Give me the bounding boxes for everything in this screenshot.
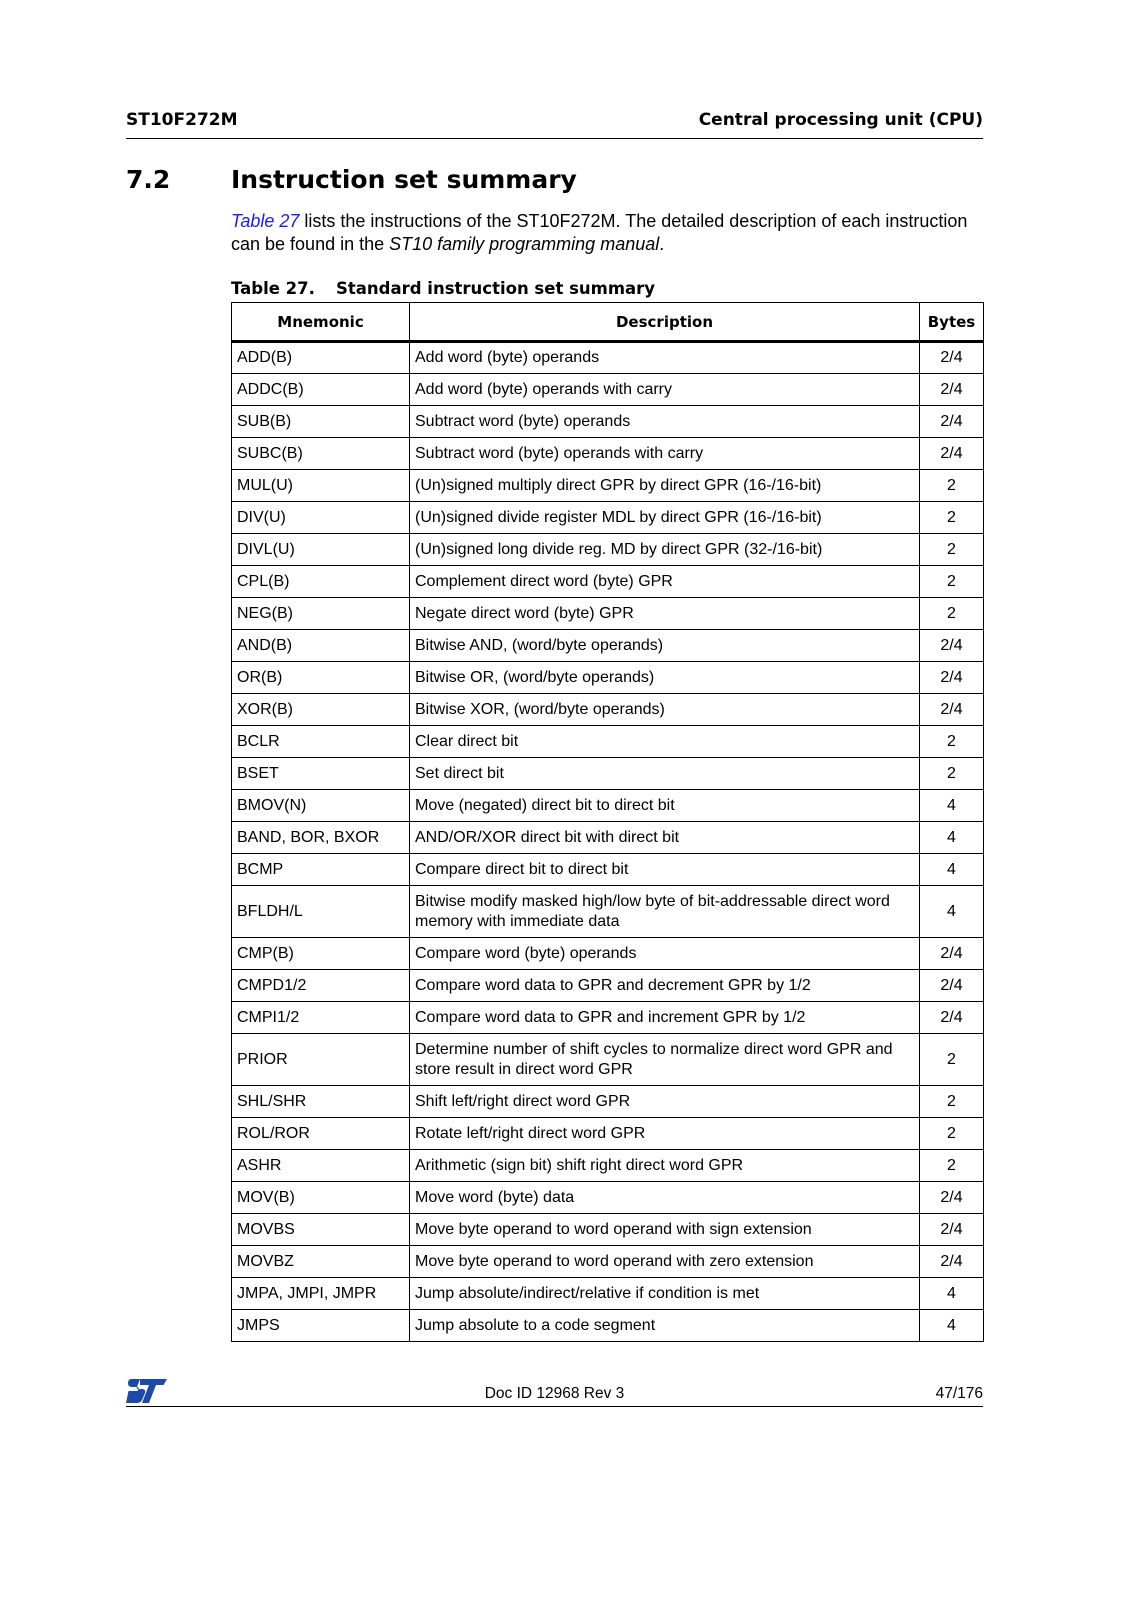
cell-bytes: 4 [920, 1310, 984, 1342]
table-row [232, 1150, 984, 1182]
cell-mnemonic: SUB(B) [232, 406, 410, 438]
cell-description: Add word (byte) operands [410, 342, 920, 374]
cell-bytes: 2 [920, 1086, 984, 1118]
table-row [232, 938, 984, 970]
table-row [232, 1118, 984, 1150]
cell-description: Jump absolute to a code segment [410, 1310, 920, 1342]
table-row [232, 406, 984, 438]
cell-mnemonic: MOVBS [232, 1214, 410, 1246]
table-row [232, 694, 984, 726]
table-caption [231, 279, 655, 298]
cell-bytes: 2/4 [920, 342, 984, 374]
cell-mnemonic: OR(B) [232, 662, 410, 694]
page-header [126, 110, 983, 139]
cell-bytes: 4 [920, 822, 984, 854]
cell-bytes: 4 [920, 854, 984, 886]
cell-description: Compare word data to GPR and decrement GPR by 1/2 [410, 970, 920, 1002]
column-header-bytes: Bytes [920, 303, 984, 342]
cell-description: Complement direct word (byte) GPR [410, 566, 920, 598]
cell-mnemonic: AND(B) [232, 630, 410, 662]
table-row [232, 502, 984, 534]
cell-bytes: 2/4 [920, 438, 984, 470]
column-header-mnemonic: Mnemonic [232, 303, 410, 342]
cell-description: Move byte operand to word operand with zero extension [410, 1246, 920, 1278]
table-row [232, 854, 984, 886]
section-number: 7.2 [126, 165, 171, 194]
cell-mnemonic: BMOV(N) [232, 790, 410, 822]
cell-mnemonic: JMPS [232, 1310, 410, 1342]
page-footer [126, 1372, 983, 1407]
cell-description: Negate direct word (byte) GPR [410, 598, 920, 630]
cell-description: Set direct bit [410, 758, 920, 790]
cell-bytes: 2/4 [920, 1214, 984, 1246]
cell-bytes: 2/4 [920, 1002, 984, 1034]
cell-bytes: 2/4 [920, 970, 984, 1002]
table-row [232, 534, 984, 566]
cell-mnemonic: CMPI1/2 [232, 1002, 410, 1034]
footer-page-number: 47/176 [935, 1385, 983, 1402]
cell-mnemonic: SHL/SHR [232, 1086, 410, 1118]
cell-mnemonic: ROL/ROR [232, 1118, 410, 1150]
section-title: Instruction set summary [231, 165, 577, 194]
cell-description: Jump absolute/indirect/relative if condition is met [410, 1278, 920, 1310]
table-row [232, 1002, 984, 1034]
table-row [232, 822, 984, 854]
table-row [232, 342, 984, 374]
instruction-table [231, 302, 984, 1342]
table-row [232, 1246, 984, 1278]
cell-bytes: 2 [920, 1150, 984, 1182]
intro-text-end: . [659, 234, 665, 254]
cell-mnemonic: ADD(B) [232, 342, 410, 374]
cell-mnemonic: ADDC(B) [232, 374, 410, 406]
table-row [232, 1034, 984, 1086]
cell-bytes: 2 [920, 758, 984, 790]
cell-bytes: 2 [920, 470, 984, 502]
cell-mnemonic: SUBC(B) [232, 438, 410, 470]
cell-description: Compare word data to GPR and increment GPR by 1/2 [410, 1002, 920, 1034]
table-row [232, 438, 984, 470]
cell-bytes: 2/4 [920, 374, 984, 406]
cell-mnemonic: BFLDH/L [232, 886, 410, 938]
cell-mnemonic: CMPD1/2 [232, 970, 410, 1002]
table-row [232, 1310, 984, 1342]
cell-bytes: 2/4 [920, 406, 984, 438]
cell-mnemonic: CPL(B) [232, 566, 410, 598]
cell-bytes: 2/4 [920, 938, 984, 970]
cell-mnemonic: ASHR [232, 1150, 410, 1182]
table-caption-label: Table 27. [231, 279, 315, 298]
cell-bytes: 2 [920, 598, 984, 630]
cell-mnemonic: MUL(U) [232, 470, 410, 502]
cell-description: Move (negated) direct bit to direct bit [410, 790, 920, 822]
cell-description: Bitwise AND, (word/byte operands) [410, 630, 920, 662]
table-row [232, 790, 984, 822]
cell-mnemonic: XOR(B) [232, 694, 410, 726]
table-row [232, 1214, 984, 1246]
table-row [232, 470, 984, 502]
cell-mnemonic: JMPA, JMPI, JMPR [232, 1278, 410, 1310]
table-row [232, 758, 984, 790]
footer-doc-id: Doc ID 12968 Rev 3 [484, 1385, 625, 1402]
cell-mnemonic: MOVBZ [232, 1246, 410, 1278]
cell-bytes: 2 [920, 726, 984, 758]
cell-mnemonic: BCLR [232, 726, 410, 758]
header-product: ST10F272M [126, 110, 238, 130]
table-body [232, 342, 984, 1342]
cell-description: Add word (byte) operands with carry [410, 374, 920, 406]
intro-paragraph [231, 210, 991, 256]
cell-description: AND/OR/XOR direct bit with direct bit [410, 822, 920, 854]
cell-bytes: 2/4 [920, 694, 984, 726]
cell-bytes: 2/4 [920, 630, 984, 662]
cell-description: Shift left/right direct word GPR [410, 1086, 920, 1118]
header-chapter: Central processing unit (CPU) [698, 110, 983, 130]
cell-mnemonic: MOV(B) [232, 1182, 410, 1214]
table-row [232, 662, 984, 694]
cell-mnemonic: PRIOR [232, 1034, 410, 1086]
cell-bytes: 4 [920, 1278, 984, 1310]
cell-mnemonic: DIVL(U) [232, 534, 410, 566]
cell-mnemonic: NEG(B) [232, 598, 410, 630]
table-reference-link[interactable]: Table 27 [231, 211, 300, 231]
table-row [232, 886, 984, 938]
cell-description: Bitwise OR, (word/byte operands) [410, 662, 920, 694]
cell-description: Move word (byte) data [410, 1182, 920, 1214]
cell-mnemonic: BAND, BOR, BXOR [232, 822, 410, 854]
cell-description: (Un)signed divide register MDL by direct GPR (16-/16-bit) [410, 502, 920, 534]
cell-mnemonic: DIV(U) [232, 502, 410, 534]
table-row [232, 1278, 984, 1310]
cell-bytes: 4 [920, 790, 984, 822]
cell-bytes: 2/4 [920, 1182, 984, 1214]
table-row [232, 1182, 984, 1214]
cell-description: (Un)signed long divide reg. MD by direct GPR (32-/16-bit) [410, 534, 920, 566]
table-row [232, 566, 984, 598]
table-row [232, 726, 984, 758]
intro-text: lists the instructions of the ST10F272M. The detailed description of each instruction can be found in the [231, 211, 968, 254]
cell-bytes: 2 [920, 1034, 984, 1086]
cell-description: Bitwise modify masked high/low byte of bit-addressable direct word memory with immediate data [410, 886, 920, 938]
cell-mnemonic: BSET [232, 758, 410, 790]
cell-description: (Un)signed multiply direct GPR by direct GPR (16-/16-bit) [410, 470, 920, 502]
manual-title: ST10 family programming manual [389, 234, 660, 254]
cell-bytes: 2 [920, 502, 984, 534]
table-row [232, 374, 984, 406]
cell-description: Move byte operand to word operand with sign extension [410, 1214, 920, 1246]
cell-description: Compare direct bit to direct bit [410, 854, 920, 886]
cell-bytes: 4 [920, 886, 984, 938]
cell-mnemonic: CMP(B) [232, 938, 410, 970]
cell-bytes: 2/4 [920, 662, 984, 694]
cell-description: Compare word (byte) operands [410, 938, 920, 970]
cell-bytes: 2 [920, 1118, 984, 1150]
column-header-description: Description [410, 303, 920, 342]
table-row [232, 598, 984, 630]
cell-bytes: 2 [920, 566, 984, 598]
table-row [232, 970, 984, 1002]
cell-mnemonic: BCMP [232, 854, 410, 886]
cell-bytes: 2/4 [920, 1246, 984, 1278]
table-row [232, 630, 984, 662]
cell-description: Bitwise XOR, (word/byte operands) [410, 694, 920, 726]
cell-description: Subtract word (byte) operands [410, 406, 920, 438]
table-caption-title: Standard instruction set summary [336, 279, 656, 298]
table-row [232, 1086, 984, 1118]
cell-description: Rotate left/right direct word GPR [410, 1118, 920, 1150]
cell-description: Clear direct bit [410, 726, 920, 758]
table-header-row [232, 303, 984, 342]
cell-description: Determine number of shift cycles to normalize direct word GPR and store result in direct word GPR [410, 1034, 920, 1086]
cell-bytes: 2 [920, 534, 984, 566]
cell-description: Arithmetic (sign bit) shift right direct word GPR [410, 1150, 920, 1182]
cell-description: Subtract word (byte) operands with carry [410, 438, 920, 470]
